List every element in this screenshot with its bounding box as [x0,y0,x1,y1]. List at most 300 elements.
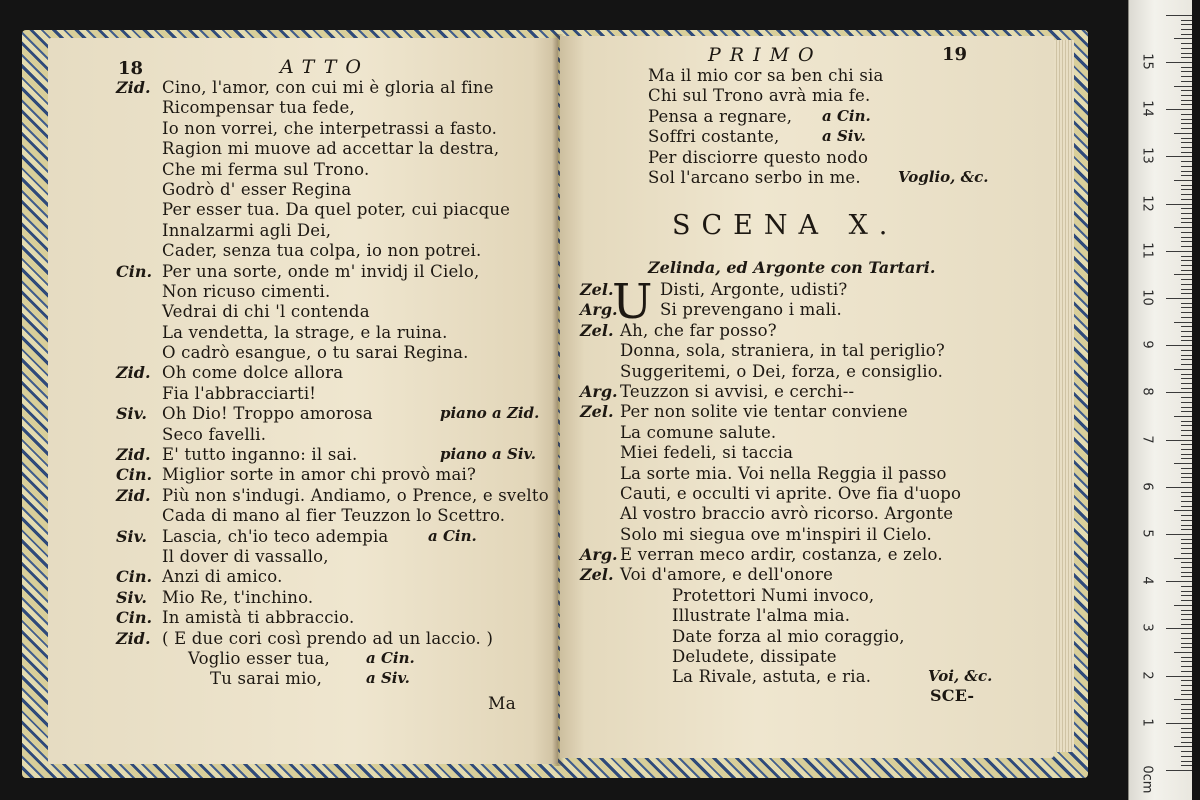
verse-line [48,323,558,343]
verse-text: Per non solite vie tentar conviene [620,402,908,422]
ruler-tick [1181,690,1192,691]
ruler-tick [1181,477,1192,478]
ruler-number: 9 [1139,340,1155,349]
ruler-tick [1181,147,1192,148]
verse-text: ( E due cori così prendo ad un laccio. ) [162,628,494,648]
ruler-number: 12 [1139,194,1155,212]
ruler-tick [1181,411,1192,412]
ruler-tick [1181,142,1192,143]
ruler-tick [1181,671,1192,672]
verse-line [560,647,1054,667]
ruler-tick [1181,364,1192,365]
verse-text: Io non vorrei, che interpetrassi a fasto. [162,118,498,138]
verse-line [560,423,1054,443]
ruler-number: 5 [1139,529,1155,538]
verse-line [48,200,558,220]
running-head-left: ATTO [280,56,370,78]
ruler-tick [1166,298,1192,299]
verse-line [560,382,1054,402]
verse-line [48,567,558,587]
stage-direction: a Cin. [366,648,415,667]
ruler-tick [1181,95,1192,96]
ruler-tick [1174,416,1192,417]
ruler-tick [1174,510,1192,511]
ruler-tick [1174,369,1192,370]
verse-text: Anzi di amico. [162,567,283,587]
verse-line [48,669,558,689]
ruler-tick [1181,331,1192,332]
verse-text: Che mi ferma sul Trono. [162,159,370,179]
verse-text: Ma il mio cor sa ben chi sia [648,66,884,85]
verse-text: Si prevengano i mali. [660,300,842,320]
ruler-tick [1181,529,1192,530]
ruler-tick [1174,746,1192,747]
catchword-right: SCE- [930,686,975,705]
ruler-tick [1181,633,1192,634]
verse-text: Soffri costante, [648,127,780,147]
ruler-tick [1181,213,1192,214]
ruler-tick [1181,572,1192,573]
ruler-tick [1181,610,1192,611]
ruler-number: 3 [1139,623,1155,633]
ruler-tick [1174,605,1192,606]
ruler-tick [1166,109,1192,110]
ruler-tick [1181,765,1192,766]
ruler-tick [1181,638,1192,639]
verse-text: Ragion mi muove ad accettar la destra, [162,139,500,159]
ruler-tick [1181,576,1192,577]
speaker-label: Cin. [116,261,153,281]
ruler-tick [1181,265,1192,266]
ruler-tick [1181,761,1192,762]
verse-line [560,565,1054,585]
ruler-tick [1166,487,1192,488]
ruler-tick [1181,90,1192,91]
verse-text: Pensa a regnare, [648,106,793,126]
ruler-number: 8 [1139,387,1155,397]
ruler-tick [1181,454,1192,455]
ruler-tick [1181,317,1192,318]
verse-text: Non ricuso cimenti. [162,281,331,301]
verse-text: Disti, Argonte, udisti? [660,280,848,299]
ruler-number: 7 [1139,434,1155,444]
ruler-tick [1174,699,1192,700]
speaker-label: Zel. [580,402,614,422]
verse-text: Sol l'arcano serbo in me. [648,167,861,187]
verse-text: Miglior sorte in amor chi provò mai? [162,465,477,485]
ruler-tick [1166,15,1192,16]
ruler-tick [1181,57,1192,58]
speaker-label: Zel. [580,565,614,585]
ruler-tick [1181,279,1192,280]
verse-text: Vedrai di chi 'l contenda [162,302,370,322]
ruler-tick [1174,322,1192,323]
stage-direction: a Siv. [366,669,410,688]
ruler-tick [1166,345,1192,346]
ruler-tick [1181,407,1192,408]
ruler-tick [1181,119,1192,120]
speaker-label: Arg. [580,381,618,401]
verse-line [560,464,1054,484]
ruler-tick [1181,704,1192,705]
verse-text: E verran meco ardir, costanza, e zelo. [620,545,943,565]
right-verse-block [560,66,1054,188]
ruler-tick [1181,666,1192,667]
verse-text: Teuzzon si avvisi, e cerchi-- [620,381,855,401]
ruler-tick [1181,171,1192,172]
scene-subtitle: Zelinda, ed Argonte con Tartari. [648,258,936,277]
ruler-tick [1181,293,1192,294]
verse-line [560,127,1054,147]
ruler-number: 15 [1139,53,1155,70]
ruler-tick [1181,619,1192,620]
ruler-tick [1174,652,1192,653]
ruler-number: 10 [1139,289,1155,306]
verse-line [48,588,558,608]
ruler-tick [1181,152,1192,153]
speaker-label: Cin. [116,567,153,587]
verse-text: Il dover di vassallo, [162,546,329,566]
ruler-tick [1181,175,1192,176]
page-edges [1054,40,1074,752]
ruler-tick [1181,624,1192,625]
verse-line [560,525,1054,545]
verse-line [560,280,1054,300]
ruler-tick [1181,161,1192,162]
ruler-tick [1181,232,1192,233]
ruler-tick [1181,185,1192,186]
ruler-number: 4 [1139,576,1155,585]
speaker-label: Zid. [116,445,151,465]
ruler-tick [1181,694,1192,695]
ruler-tick [1181,284,1192,285]
scene-title: SCENA X. [672,210,899,241]
ruler-tick [1181,468,1192,469]
ruler-tick [1166,204,1192,205]
ruler-tick [1181,586,1192,587]
ruler-tick [1181,506,1192,507]
verse-text: Fia l'abbracciarti! [162,383,317,403]
verse-line [48,180,558,200]
verse-text: Chi sul Trono avrà mia fe. [648,86,871,106]
ruler-tick [1174,38,1192,39]
verse-text: Oh come dolce allora [162,363,344,383]
verse-text: Cada di mano al fier Teuzzon lo Scettro. [162,506,506,526]
verse-line [48,384,558,404]
ruler-tick [1181,81,1192,82]
verse-line [48,363,558,383]
ruler-tick [1181,241,1192,242]
ruler-tick [1181,742,1192,743]
verse-text: Donna, sola, straniera, in tal periglio? [620,341,945,361]
ruler-number: 14 [1139,100,1155,117]
ruler-tick [1166,581,1192,582]
ruler-tick [1181,303,1192,304]
speaker-label: Zel. [580,320,614,340]
ruler-tick [1181,104,1192,105]
ruler-tick [1166,251,1192,252]
ruler-tick [1181,444,1192,445]
ruler-tick [1181,492,1192,493]
verse-line [48,506,558,526]
ruler-tick [1181,383,1192,384]
ruler-tick [1181,425,1192,426]
verse-text: In amistà ti abbraccio. [162,608,355,628]
speaker-label: Cin. [116,465,153,485]
verse-text: Cauti, e occulti vi aprite. Ove fia d'uopo [620,483,962,503]
ruler-tick [1181,600,1192,601]
verse-line [560,66,1054,86]
verse-line [560,107,1054,127]
ruler-tick [1181,270,1192,271]
ruler-tick [1181,53,1192,54]
ruler-tick [1181,539,1192,540]
verse-text: Deludete, dissipate [672,647,837,667]
verse-line [560,606,1054,626]
ruler-tick [1181,100,1192,101]
verse-line [560,545,1054,565]
speaker-label: Zel. [580,280,614,299]
verse-line [560,341,1054,361]
verse-text: Per una sorte, onde m' invidj il Cielo, [162,261,480,281]
verse-text: La comune salute. [620,422,777,442]
ruler-tick [1174,558,1192,559]
verse-line [48,262,558,282]
verse-line [48,629,558,649]
running-head-right: PRIMO [708,44,823,66]
speaker-label: Arg. [580,545,618,565]
ruler-tick [1181,614,1192,615]
ruler-tick [1181,421,1192,422]
speaker-label: Zid. [116,78,151,97]
speaker-label: Siv. [116,404,147,424]
ruler-tick [1181,548,1192,549]
ruler-tick [1181,237,1192,238]
ruler-tick [1174,274,1192,275]
verse-line [48,302,558,322]
ruler-tick [1181,520,1192,521]
verse-line [560,86,1054,106]
ruler-tick [1181,166,1192,167]
ruler-tick [1181,76,1192,77]
verse-line [48,404,558,424]
stage-direction: Voglio, &c. [898,167,989,186]
verse-line [48,465,558,485]
verse-line [560,504,1054,524]
ruler-tick [1181,595,1192,596]
ruler-tick [1181,29,1192,30]
ruler-number: 1 [1139,718,1155,727]
verse-line [48,547,558,567]
ruler-tick [1181,737,1192,738]
ruler-tick [1181,67,1192,68]
stage-direction: a Cin. [428,526,477,545]
ruler-tick [1181,340,1192,341]
verse-text: Ah, che far posso? [620,320,777,340]
ruler-tick [1181,374,1192,375]
ruler-tick [1181,208,1192,209]
ruler-tick [1181,397,1192,398]
ruler-tick [1181,661,1192,662]
page-number-right: 19 [942,44,968,65]
verse-text: Solo mi siegua ove m'inspiri il Cielo. [620,524,932,544]
left-page [48,38,558,764]
ruler-tick [1181,567,1192,568]
verse-line [48,445,558,465]
ruler-tick [1174,227,1192,228]
verse-line [560,402,1054,422]
ruler-tick [1174,180,1192,181]
ruler-tick [1181,732,1192,733]
verse-line [48,160,558,180]
ruler-tick [1174,86,1192,87]
ruler-tick [1181,553,1192,554]
verse-line [560,300,1054,320]
verse-text: Protettori Numi invoco, [672,585,875,605]
verse-text: Al vostro braccio avrò ricorso. Argonte [620,504,954,524]
speaker-label: Zid. [116,485,151,505]
ruler-tick [1181,71,1192,72]
speaker-label: Cin. [116,608,153,628]
verse-text: La sorte mia. Voi nella Reggia il passo [620,463,947,483]
ruler-tick [1181,138,1192,139]
verse-text: Oh Dio! Troppo amorosa [162,404,373,424]
verse-text: Voglio esser tua, [188,648,330,668]
verse-line [560,586,1054,606]
verse-text: Ricompensar tua fede, [162,98,355,118]
ruler-tick [1181,430,1192,431]
ruler-tick [1166,62,1192,63]
verse-line [560,362,1054,382]
verse-text: Per esser tua. Da quel poter, cui piacque [162,200,511,220]
verse-line [48,282,558,302]
ruler-number: 11 [1139,242,1155,259]
ruler-tick [1181,123,1192,124]
ruler-tick [1181,128,1192,129]
speaker-label: Zid. [116,363,151,383]
verse-line [48,343,558,363]
ruler-tick [1181,562,1192,563]
verse-text: Godrò d' esser Regina [162,179,352,199]
ruler-tick [1181,307,1192,308]
ruler-tick [1181,515,1192,516]
ruler-tick [1181,525,1192,526]
ruler-tick [1181,647,1192,648]
ruler-unit: cm [1139,773,1155,794]
speaker-label: Arg. [580,300,618,320]
verse-line [48,119,558,139]
ruler-tick [1166,534,1192,535]
ruler-tick [1181,756,1192,757]
verse-text: Per disciorre questo nodo [648,147,869,167]
stage-direction: Voi, &c. [928,667,993,686]
ruler-tick [1181,246,1192,247]
ruler-tick [1181,20,1192,21]
scene-text-block [560,274,1054,688]
verse-line [560,627,1054,647]
ruler-tick [1181,643,1192,644]
verse-text: E' tutto inganno: il sai. [162,445,358,465]
verse-text: Innalzarmi agli Dei, [162,220,332,240]
stage-direction: piano a Zid. [440,404,540,423]
verse-line [48,425,558,445]
ruler-number: 6 [1139,482,1155,491]
ruler-tick [1181,482,1192,483]
ruler-tick [1181,718,1192,719]
measuring-ruler [1128,0,1192,800]
ruler-tick [1181,114,1192,115]
verse-line [48,527,558,547]
ruler-tick [1181,350,1192,351]
ruler-tick [1181,378,1192,379]
ruler-tick [1181,194,1192,195]
verse-line [560,321,1054,341]
ruler-tick [1166,770,1192,771]
ruler-tick [1181,48,1192,49]
ruler-tick [1181,657,1192,658]
stage-direction: a Siv. [822,127,866,146]
ruler-tick [1181,355,1192,356]
ruler-tick [1166,628,1192,629]
ruler-tick [1181,43,1192,44]
ruler-tick [1181,751,1192,752]
ruler-tick [1181,189,1192,190]
verse-text: Più non s'indugi. Andiamo, o Prence, e svelto [162,485,549,505]
ruler-tick [1181,591,1192,592]
speaker-label: Zid. [116,628,151,648]
ruler-tick [1181,336,1192,337]
ruler-tick [1181,709,1192,710]
verse-text: La vendetta, la strage, e la ruina. [162,322,448,342]
page-number-left: 18 [118,58,144,79]
verse-text: O cadrò esangue, o tu sarai Regina. [162,343,469,363]
verse-line [48,241,558,261]
ruler-tick [1181,501,1192,502]
speaker-label: Siv. [116,587,147,607]
ruler-tick [1174,463,1192,464]
verse-text: Cino, l'amor, con cui mi è gloria al fine [162,78,494,97]
verse-line [48,649,558,669]
ruler-tick [1181,680,1192,681]
ruler-tick [1181,218,1192,219]
verse-text: Lascia, ch'io teco adempia [162,526,389,546]
verse-line [48,139,558,159]
ruler-tick [1181,326,1192,327]
verse-text: Illustrate l'alma mia. [672,606,851,626]
speaker-label: Siv. [116,526,147,546]
ruler-number: 13 [1139,147,1155,165]
verse-text: Mio Re, t'inchino. [162,587,314,607]
verse-line [560,148,1054,168]
ruler-tick [1181,388,1192,389]
verse-line [48,221,558,241]
ruler-tick [1181,713,1192,714]
verse-text: Seco favelli. [162,424,267,444]
verse-text: Date forza al mio coraggio, [672,626,905,646]
ruler-tick [1181,728,1192,729]
verse-line [560,484,1054,504]
ruler-tick [1166,392,1192,393]
catchword-left: Ma [488,694,516,714]
ruler-tick [1181,402,1192,403]
ruler-tick [1166,156,1192,157]
ruler-tick [1166,440,1192,441]
verse-line [48,98,558,118]
ruler-tick [1181,359,1192,360]
verse-text: Cader, senza tua colpa, io non potrei. [162,241,482,261]
verse-text: Suggeritemi, o Dei, forza, e consiglio. [620,361,944,381]
ruler-tick [1181,24,1192,25]
